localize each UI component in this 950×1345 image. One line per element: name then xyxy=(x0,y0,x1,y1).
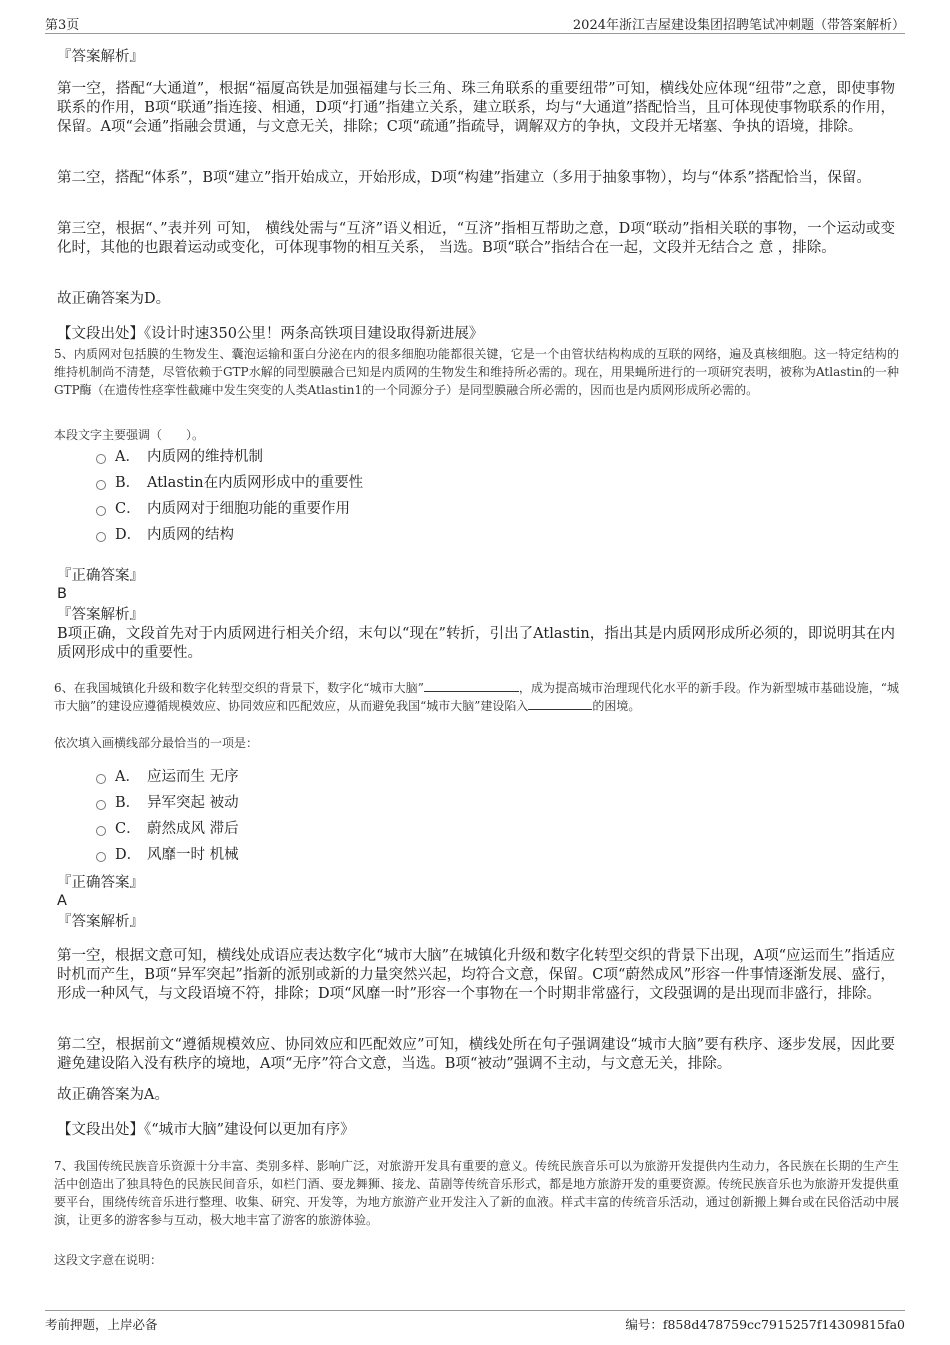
q5-analysis-label: 『答案解析』 xyxy=(57,607,144,623)
q4-analysis-para3: 第三空，根据“、”表并列 可知， 横线处需与“互济”语义相近，“互济”指相互帮助之意，D项“联动”指相关联的事物，一个运动或变化时，其他的也跟着运动或变化，可体现事物的相互关系， 当选。B项“联合”指结合在一起，文段并无结合之 意 ，排除。 xyxy=(57,221,895,256)
q6-analysis-para1: 第一空，根据文意可知，横线处成语应表达数字化“城市大脑”在城镇化升级和数字化转型交织的背景下出现，A项“应运而生”指适应时机而产生，B项“异军突起”指新的派别或新的力量突然兴起，均符合文意，保留。C项“蔚然成风”形容一件事情逐渐发展、盛行，形成一种风气，与文段语境不符，排除；D项“风靡一时”形容一个事物在一个时期非常盛行，文段强调的是出现而非盛行，排除。 xyxy=(57,948,895,1002)
q6-analysis-para2: 第二空，根据前文“遵循规模效应、协同效应和匹配效应”可知，横线处所在句子强调建设“城市大脑”要有秩序、逐步发展，因此要避免建设陷入没有秩序的境地，A项“无序”符合文意，当选。B项“被动”强调不主动，与文意无关，排除。 xyxy=(57,1037,895,1072)
q5-prompt: 本段文字主要强调（ ）。 xyxy=(54,428,205,442)
q5-question-text: 5、内质网对包括膜的生物发生、囊泡运输和蛋白分泌在内的很多细胞功能都很关键，它是一个由管状结构构成的互联的网络，遍及真核细胞。这一特定结构的维持机制尚不清楚，尽管依赖于GTP水解的同型膜融合已知是内质网的生物发生和维持所必需的。现在，用果蝇所进行的一项研究表明，被称为Atlastin的一种GTP酶（在遗传性痉挛性截瘫中发生突变的人类Atlastin1的一个同源分子）是同型膜融合所必需的，因而也是内质网形成所必需的。 xyxy=(54,347,899,397)
q6-analysis-label: 『答案解析』 xyxy=(57,914,144,930)
fill-blank-1 xyxy=(424,680,519,692)
q5-option-a[interactable]: A． 内质网的维持机制 xyxy=(96,448,263,467)
q6-conclusion: 故正确答案为A。 xyxy=(57,1087,169,1103)
q6-answer-value: A xyxy=(57,893,67,909)
q6-option-a[interactable]: A． 应运而生 无序 xyxy=(96,768,239,787)
q5-answer-value: B xyxy=(57,586,67,602)
q4-conclusion: 故正确答案为D。 xyxy=(57,291,171,307)
q7-question-text: 7、我国传统民族音乐资源十分丰富、类别多样、影响广泛，对旅游开发具有重要的意义。传统民族音乐可以为旅游开发提供内生动力，各民族在长期的生产生活中创造出了独具特色的民族民间音乐，如栏门酒、耍龙舞狮、接龙、苗剧等传统音乐形式，都是地方旅游开发的重要资源。传统民族音乐也为旅游开发提供重要平台，围绕传统音乐进行整理、收集、研究、开发等，为地方旅游产业开发注入了新的血液。样式丰富的传统音乐活动，通过创新搬上舞台或在民俗活动中展演，让更多的游客参与互动，极大地丰富了游客的旅游体验。 xyxy=(54,1159,899,1227)
radio-icon[interactable] xyxy=(96,532,106,542)
q6-prompt: 依次填入画横线部分最恰当的一项是： xyxy=(54,736,259,750)
q6-option-d[interactable]: D． 风靡一时 机械 xyxy=(96,846,239,865)
q4-analysis-para1: 第一空，搭配“大通道”，根据“福厦高铁是加强福建与长三角、珠三角联系的重要纽带”可知，横线处应体现“纽带”之意，即使事物联系的作用，B项“联通”指连接、相通，D项“打通”指建立关系，建立联系，均与“大通道”搭配恰当，且可体现使事物联系的作用，保留。A项“会通”指融会贯通，与文意无关，排除；C项“疏通”指疏导，调解双方的争执，文段并无堵塞、争执的语境，排除。 xyxy=(57,81,895,135)
page-header xyxy=(45,14,905,34)
page-footer xyxy=(45,1310,905,1330)
document-title: 2024年浙江吉屋建设集团招聘笔试冲刺题（带答案解析） xyxy=(572,18,905,33)
q5-answer-label: 『正确答案』 xyxy=(57,568,144,584)
footer-document-id: 编号：f858d478759cc7915257f14309815fa0 xyxy=(625,1317,905,1332)
radio-icon[interactable] xyxy=(96,480,106,490)
q7-prompt: 这段文字意在说明： xyxy=(54,1253,163,1267)
page-number: 第3页 xyxy=(45,18,80,33)
q6-source: 【文段出处】《“城市大脑”建设何以更加有序》 xyxy=(57,1122,355,1138)
radio-icon[interactable] xyxy=(96,454,106,464)
q5-option-c[interactable]: C． 内质网对于细胞功能的重要作用 xyxy=(96,500,350,519)
q5-option-b[interactable]: B． Atlastin在内质网形成中的重要性 xyxy=(96,474,363,493)
radio-icon[interactable] xyxy=(96,506,106,516)
q5-analysis: B项正确，文段首先对于内质网进行相关介绍，末句以“现在”转折，引出了Atlastin，指出其是内质网形成所必须的，即说明其在内质网形成中的重要性。 xyxy=(57,626,895,661)
fill-blank-2 xyxy=(528,698,592,710)
radio-icon[interactable] xyxy=(96,800,106,810)
q4-analysis-label: 『答案解析』 xyxy=(57,49,144,65)
q6-option-b[interactable]: B． 异军突起 被动 xyxy=(96,794,239,813)
q6-answer-label: 『正确答案』 xyxy=(57,875,144,891)
q4-analysis-para2: 第二空，搭配“体系”，B项“建立”指开始成立，开始形成，D项“构建”指建立（多用于抽象事物），均与“体系”搭配恰当，保留。 xyxy=(57,170,871,186)
q5-option-d[interactable]: D． 内质网的结构 xyxy=(96,526,234,545)
q6-option-c[interactable]: C． 蔚然成风 滞后 xyxy=(96,820,239,839)
footer-slogan: 考前押题，上岸必备 xyxy=(45,1317,158,1332)
radio-icon[interactable] xyxy=(96,826,106,836)
q6-question-text: 6、在我国城镇化升级和数字化转型交织的背景下，数字化“城市大脑” ，成为提高城市治理现代化水平的新手段。作为新型城市基础设施，“城市大脑”的建设应遵循规模效应、协同效应和匹配效应，从而避免我国“城市大脑”建设陷入 的困境。 xyxy=(54,681,899,713)
radio-icon[interactable] xyxy=(96,852,106,862)
q4-source: 【文段出处】《设计时速350公里！两条高铁项目建设取得新进展》 xyxy=(57,326,484,342)
radio-icon[interactable] xyxy=(96,774,106,784)
